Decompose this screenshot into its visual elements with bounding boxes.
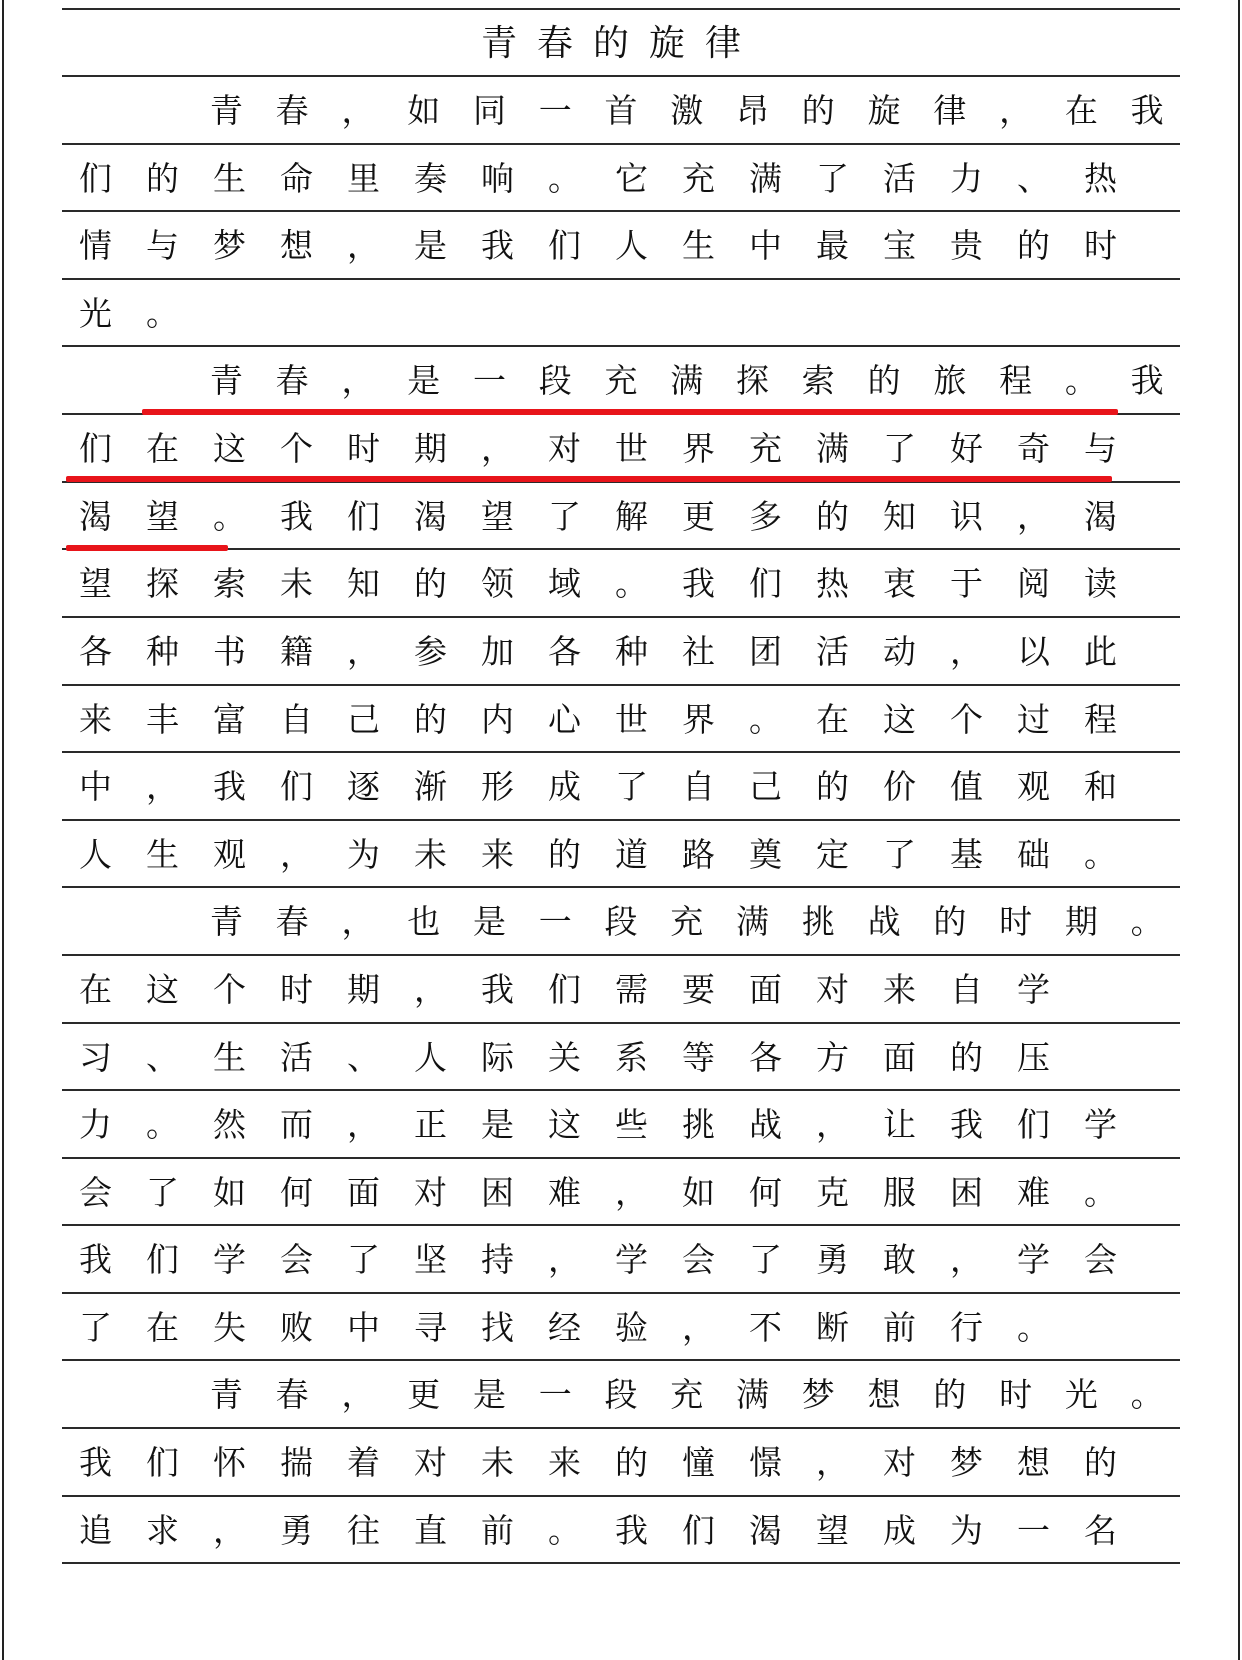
text-line: 情 与 梦 想 ， 是 我 们 人 生 中 最 宝 贵 的 时 [79,226,1117,265]
text-line: 我 们 学 会 了 坚 持 ， 学 会 了 勇 敢 ， 学 会 [79,1240,1117,1279]
essay-title: 青春的旋律 [480,23,761,64]
text-line: 我 们 怀 揣 着 对 未 来 的 憧 憬 ， 对 梦 想 的 [79,1443,1117,1482]
highlight-underline [66,545,228,551]
text-line: 青 春 ， 是 一 段 充 满 探 索 的 旅 程 。 我 [209,361,1164,400]
text-line: 习 、 生 活 、 人 际 关 系 等 各 方 面 的 压 [79,1038,1050,1077]
text-line: 各 种 书 籍 ， 参 加 各 种 社 团 活 动 ， 以 此 [79,632,1117,671]
text-line: 望 探 索 未 知 的 领 域 。 我 们 热 衷 于 阅 读 [79,564,1117,603]
text-line: 青 春 ， 如 同 一 首 激 昂 的 旋 律 ， 在 我 [209,91,1164,130]
text-line: 青 春 ， 更 是 一 段 充 满 梦 想 的 时 光 。 [209,1375,1164,1414]
text-line: 在 这 个 时 期 ， 我 们 需 要 面 对 来 自 学 [79,970,1050,1009]
text-line: 光 。 [79,294,179,333]
text-line: 们 的 生 命 里 奏 响 。 它 充 满 了 活 力 、 热 [79,159,1117,198]
text-line: 追 求 ， 勇 往 直 前 。 我 们 渴 望 成 为 一 名 [79,1511,1117,1550]
ruled-line [62,1292,1180,1294]
text-line: 来 丰 富 自 己 的 内 心 世 界 。 在 这 个 过 程 [79,700,1117,739]
ruled-line [62,1495,1180,1497]
ruled-line [62,1427,1180,1429]
highlight-underline [142,409,1118,415]
text-line: 青 春 ， 也 是 一 段 充 满 挑 战 的 时 期 。 [209,902,1164,941]
ruled-line [62,143,1180,145]
page-left-border [2,0,4,1660]
ruled-line [62,278,1180,280]
page-right-border [1238,0,1240,1660]
ruled-line [62,684,1180,686]
text-line: 力 。 然 而 ， 正 是 这 些 挑 战 ， 让 我 们 学 [79,1105,1117,1144]
ruled-line [62,8,1180,10]
ruled-line [62,954,1180,956]
ruled-line [62,1022,1180,1024]
text-line: 人 生 观 ， 为 未 来 的 道 路 奠 定 了 基 础 。 [79,835,1117,874]
ruled-line [62,1157,1180,1159]
highlight-underline [66,476,1112,482]
text-line: 渴 望 。 我 们 渴 望 了 解 更 多 的 知 识 ， 渴 [79,497,1117,536]
text-line: 会 了 如 何 面 对 困 难 ， 如 何 克 服 困 难 。 [79,1173,1117,1212]
text-line: 了 在 失 败 中 寻 找 经 验 ， 不 断 前 行 。 [79,1308,1050,1347]
text-line: 中 ， 我 们 逐 渐 形 成 了 自 己 的 价 值 观 和 [79,767,1117,806]
ruled-line [62,819,1180,821]
ruled-line [62,616,1180,618]
text-line: 们 在 这 个 时 期 ， 对 世 界 充 满 了 好 奇 与 [79,429,1117,468]
